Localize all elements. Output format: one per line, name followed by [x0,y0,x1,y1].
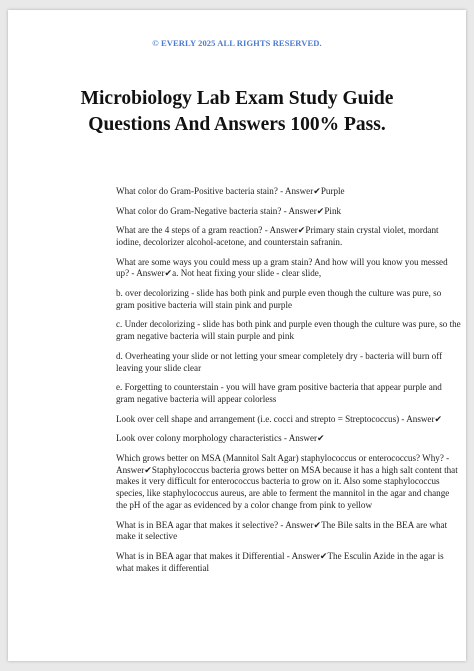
qa-item: What color do Gram-Positive bacteria stain? - Answer✔Purple [116,186,345,196]
qa-item: What are some ways you could mess up a gram stain? And how will you know you messed up? - Answer✔a. Not heat fixing your slide - clear slide, [116,256,448,279]
qa-item: b. over decolorizing - slide has both pink and purple even though the culture was pure, so gram positive bacteria will stain pink and purple [116,287,442,310]
title-line-2: Questions And Answers 100% Pass. [88,114,386,135]
title-line-1: Microbiology Lab Exam Study Guide [80,88,394,109]
document-title [28,86,446,138]
qa-item: c. Under decolorizing - slide has both pink and purple even though the culture was pure, so the gram negative bacteria will stain purple and pink [116,319,461,342]
qa-item: What is in BEA agar that makes it selective? - Answer✔The Bile salts in the BEA are what make it selective [116,519,448,542]
qa-item: d. Overheating your slide or not letting your smear completely dry - bacteria will burn off leaving your slide clear [116,350,443,373]
qa-item: What is in BEA agar that makes it Differential - Answer✔The Esculin Azide in the agar is what makes it differential [116,550,444,573]
qa-item: Which grows better on MSA (Mannitol Salt Agar) staphylococcus or enterococcus? Why? - Answer✔Staphylococcus bacteria grows better on MSA because it has a high salt content that makes it very difficult for enterococcus bacteria to grow on it. Also some staphylococcus species, like staphylococcus aureus, are able to ferment the mannitol in the agar and change the pH of the agar as evidenced by a color change from pink to yellow [116,452,458,510]
qa-item: What are the 4 steps of a gram reaction? - Answer✔Primary stain crystal violet, mordant iodine, decolorizer alcohol-acetone, and counterstain safranin. [116,225,439,247]
qa-item: Look over colony morphology characteristics - Answer✔ [116,433,325,444]
qa-item: What color do Gram-Negative bacteria stain? - Answer✔Pink [116,205,342,216]
copyright-notice: © EVERLY 2025 ALL RIGHTS RESERVED. [152,38,322,48]
document-page [8,10,466,661]
qa-item: e. Forgetting to counterstain - you will have gram positive bacteria that appear purple and gram negative bacteria will appear colorless [116,382,442,404]
qa-item: Look over cell shape and arrangement (i.e. cocci and strepto = Streptococcus) - Answer✔ [116,413,443,424]
qa-list [116,186,461,582]
